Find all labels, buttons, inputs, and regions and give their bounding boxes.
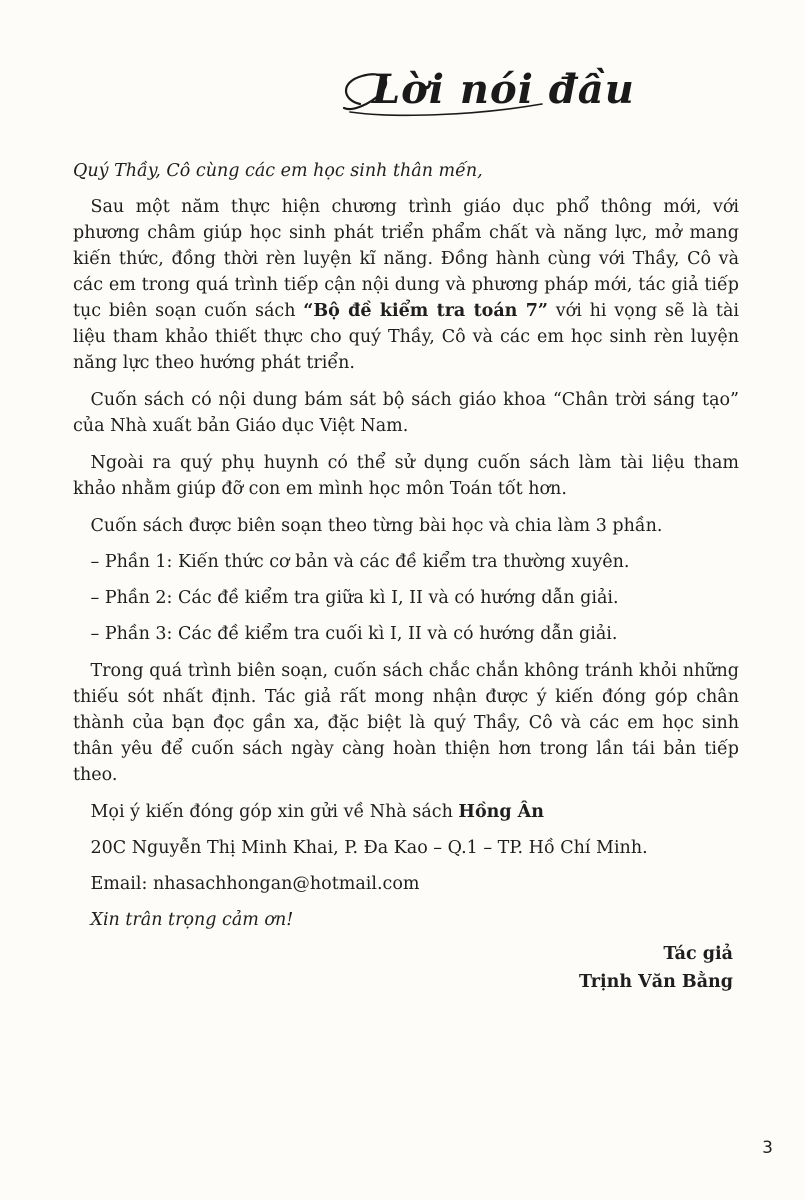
contact-publisher: [73, 799, 739, 825]
paragraph-textbook: [73, 387, 739, 439]
paragraph-structure: [73, 513, 739, 539]
closing-text: Xin trân trọng cảm ơn!: [90, 910, 294, 930]
paragraph-feedback-request-text: Trong quá trình biên soạn, cuốn sách chắc chắn không tránh khỏi những thiếu sót nhất định. Tác giả rất mong nhận được ý kiến đóng góp chân thành của bạn đọc gần xa, đặc biệt là quý Thầy, Cô và các em học sinh thân yêu để cuốn sách ngày càng hoàn thiện hơn trong lần tái bản tiếp theo.: [73, 661, 739, 785]
part-3-text: – Phần 3: Các đề kiểm tra cuối kì I, II và có hướng dẫn giải.: [90, 624, 618, 644]
paragraph-intro-text-end: với hi vọng sẽ là tài liệu tham khảo thiết thực cho quý Thầy, Cô và các em học sinh rèn luyện năng lực theo hướng phát triển.: [73, 301, 739, 373]
title-block: [332, 42, 635, 132]
preface-body: [73, 158, 739, 933]
publisher-name: Hồng Ân: [458, 802, 544, 822]
paragraph-parents-text: Ngoài ra quý phụ huynh có thể sử dụng cuốn sách làm tài liệu tham khảo nhằm giúp đỡ con em mình học môn Toán tốt hơn.: [73, 453, 739, 499]
signature-name: Trịnh Văn Bằng: [579, 972, 733, 992]
page-title: Lời nói đầu: [372, 66, 635, 113]
page-number: 3: [762, 1138, 773, 1158]
email-text: Email: nhasachhongan@hotmail.com: [90, 874, 420, 894]
part-item: [73, 549, 739, 575]
paragraph-intro-text: Sau một năm thực hiện chương trình giáo dục phổ thông mới, với phương châm giúp học sinh phát triển phẩm chất và năng lực, mở mang kiến thức, đồng thời rèn luyện kĩ năng. Đồng hành cùng với Thầy, Cô và các em trong quá trình tiếp cận nội dung và phương pháp mới, tác giả tiếp tục biên soạn cuốn sách: [73, 197, 739, 321]
paragraph-feedback-request: [73, 658, 739, 788]
paragraph-intro: [73, 194, 739, 376]
greeting: Quý Thầy, Cô cùng các em học sinh thân mến,: [73, 161, 483, 181]
contact-address: [73, 835, 739, 861]
part-2-text: – Phần 2: Các đề kiểm tra giữa kì I, II và có hướng dẫn giải.: [90, 588, 619, 608]
book-title: “Bộ đề kiểm tra toán 7”: [303, 301, 548, 321]
paragraph-structure-text: Cuốn sách được biên soạn theo từng bài học và chia làm 3 phần.: [90, 516, 663, 536]
part-item: [73, 621, 739, 647]
part-1-text: – Phần 1: Kiến thức cơ bản và các đề kiểm tra thường xuyên.: [90, 552, 630, 572]
signature-role: Tác giả: [663, 944, 733, 964]
part-item: [73, 585, 739, 611]
contact-prefix: Mọi ý kiến đóng góp xin gửi về Nhà sách: [90, 802, 459, 822]
closing-line: [73, 907, 739, 933]
paragraph-textbook-text: Cuốn sách có nội dung bám sát bộ sách giáo khoa “Chân trời sáng tạo” của Nhà xuất bản Giáo dục Việt Nam.: [73, 390, 739, 436]
paragraph-parents: [73, 450, 739, 502]
signature-block: [579, 940, 733, 996]
contact-email: [73, 871, 739, 897]
address-text: 20C Nguyễn Thị Minh Khai, P. Đa Kao – Q.1 – TP. Hồ Chí Minh.: [90, 838, 648, 858]
